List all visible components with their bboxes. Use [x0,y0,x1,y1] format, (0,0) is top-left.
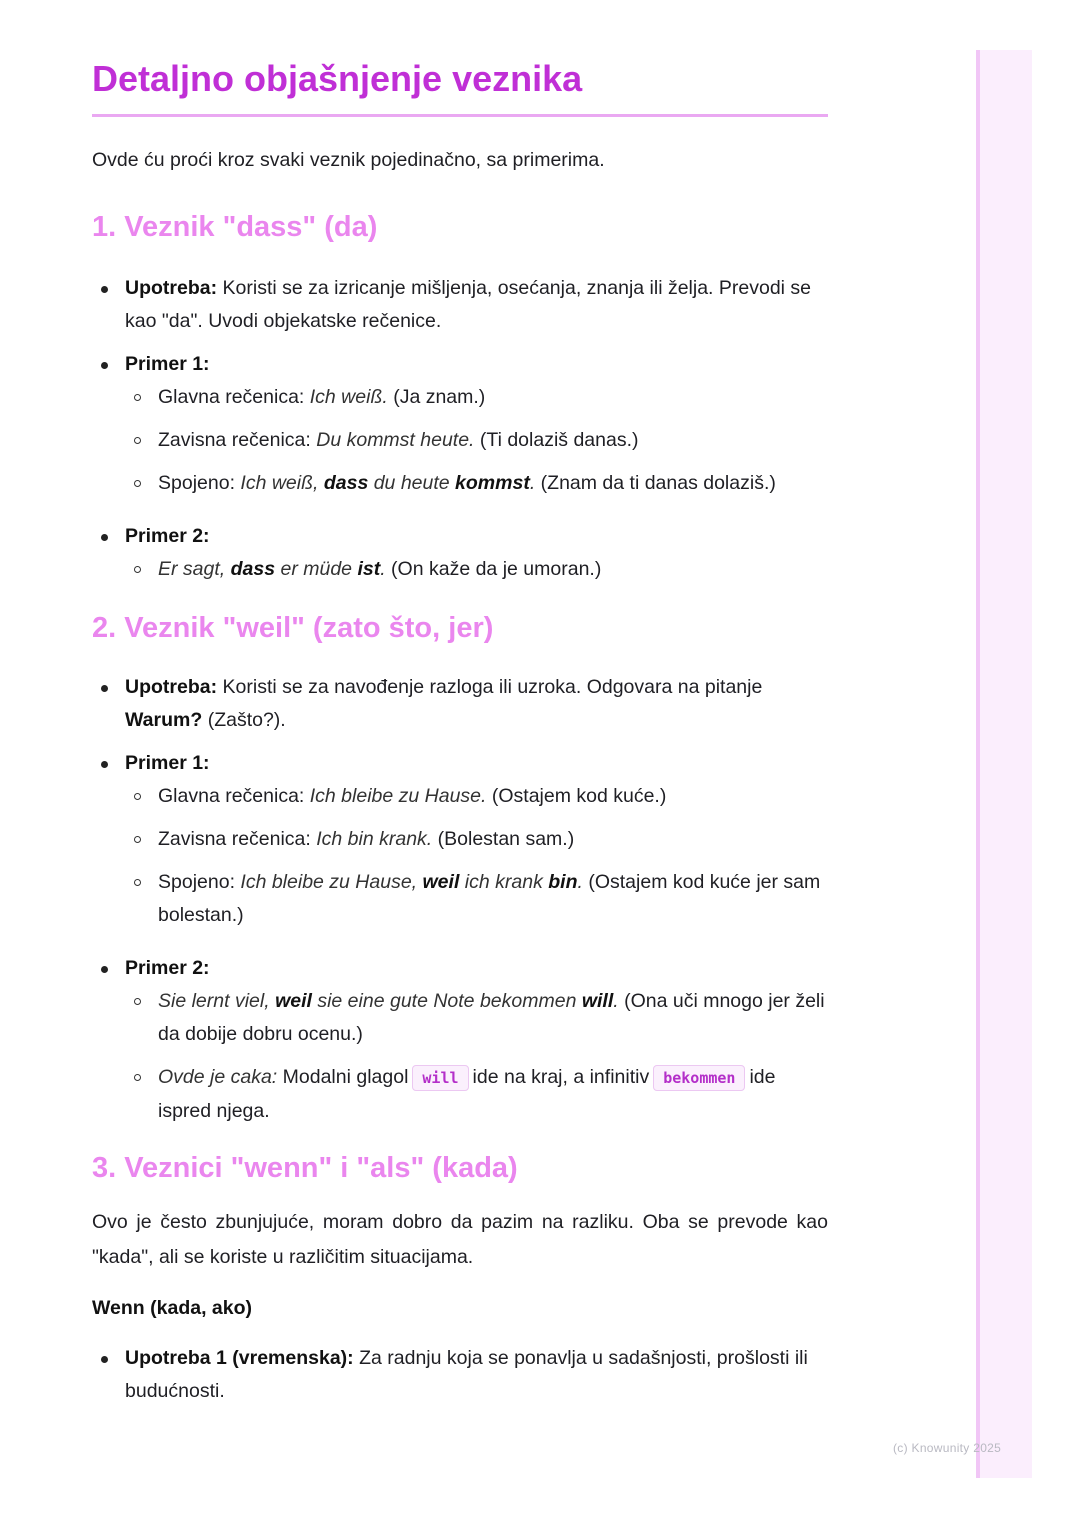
list-item-usage: Upotreba: Koristi se za izricanje mišljenja, osećanja, znanja ili želja. Prevodi se kao "da". Uvodi objekatske rečenice. [92,272,828,338]
copyright-footer: (c) Knowunity 2025 [893,1441,1002,1455]
document-body [92,50,828,1408]
list-item: Glavna rečenica: Ich bleibe zu Hause. (Ostajem kod kuće.) [125,780,828,813]
list-item: Ovde je caka: Modalni glagol will ide na kraj, a infinitiv bekommen ide ispred njega. [125,1061,828,1128]
section-heading-wenn-als: 3. Veznici "wenn" i "als" (kada) [92,1152,518,1184]
list-item: Zavisna rečenica: Du kommst heute. (Ti dolaziš danas.) [125,424,828,457]
list-item-example-2: Primer 2: Sie lernt viel, weil sie eine gute Note bekommen will. (Ona uči mnogo jer želi da dobije dobru ocenu.) Ovde je caka: Modalni glagol will ide na kraj, a infinitiv bekommen ide ispred njega. [92,952,828,1128]
list-item-usage: Upotreba: Koristi se za navođenje razloga ili uzroka. Odgovara na pitanje Warum? (Zašto?). [92,671,828,737]
page-title: Detaljno objašnjenje veznika [92,50,828,117]
example-sublist [125,381,828,500]
intro-paragraph: Ovde ću proći kroz svaki veznik pojedinačno, sa primerima. [92,149,605,171]
list-item: Spojeno: Ich weiß, dass du heute kommst. (Znam da ti danas dolaziš.) [125,467,828,500]
example-sublist [125,780,828,932]
list-item: Sie lernt viel, weil sie eine gute Note bekommen will. (Ona uči mnogo jer želi da dobije dobru ocenu.) [125,985,828,1051]
side-margin-strip [976,50,1032,1478]
section-list-dass [92,272,828,586]
example-sublist [125,553,828,586]
list-item-usage: Upotreba 1 (vremenska): Za radnju koja se ponavlja u sadašnjosti, prošlosti ili budućnosti. [92,1342,828,1408]
code-bekommen: bekommen [653,1065,745,1091]
section-heading-weil: 2. Veznik "weil" (zato što, jer) [92,612,494,644]
section-list-wenn [92,1342,828,1408]
section-paragraph: Ovo je često zbunjujuće, moram dobro da pazim na razliku. Oba se prevode kao "kada", ali se koriste u različitim situacijama. [92,1211,828,1268]
list-item: Zavisna rečenica: Ich bin krank. (Bolestan sam.) [125,823,828,856]
list-item: Spojeno: Ich bleibe zu Hause, weil ich krank bin. (Ostajem kod kuće jer sam bolestan.) [125,866,828,932]
subheading-wenn: Wenn (kada, ako) [92,1297,253,1319]
example-sublist [125,985,828,1128]
list-item-example-1: Primer 1: Glavna rečenica: Ich bleibe zu Hause. (Ostajem kod kuće.) Zavisna rečenica: Ich bin krank. (Bolestan sam.) Spojeno: Ich bleibe zu Hause, weil ich krank bin. (Ostajem kod kuće jer sam bolestan.) [92,747,828,932]
list-item-example-1: Primer 1: Glavna rečenica: Ich weiß. (Ja znam.) Zavisna rečenica: Du kommst heute. (Ti dolaziš danas.) Spojeno: Ich weiß, dass du heute kommst. (Znam da ti danas dolaziš.) [92,348,828,500]
list-item: Er sagt, dass er müde ist. (On kaže da je umoran.) [125,553,828,586]
list-item: Glavna rečenica: Ich weiß. (Ja znam.) [125,381,828,414]
code-will: will [412,1065,468,1091]
section-list-weil [92,671,828,1128]
list-item-example-2: Primer 2: Er sagt, dass er müde ist. (On kaže da je umoran.) [92,520,828,586]
section-heading-dass: 1. Veznik "dass" (da) [92,211,378,243]
